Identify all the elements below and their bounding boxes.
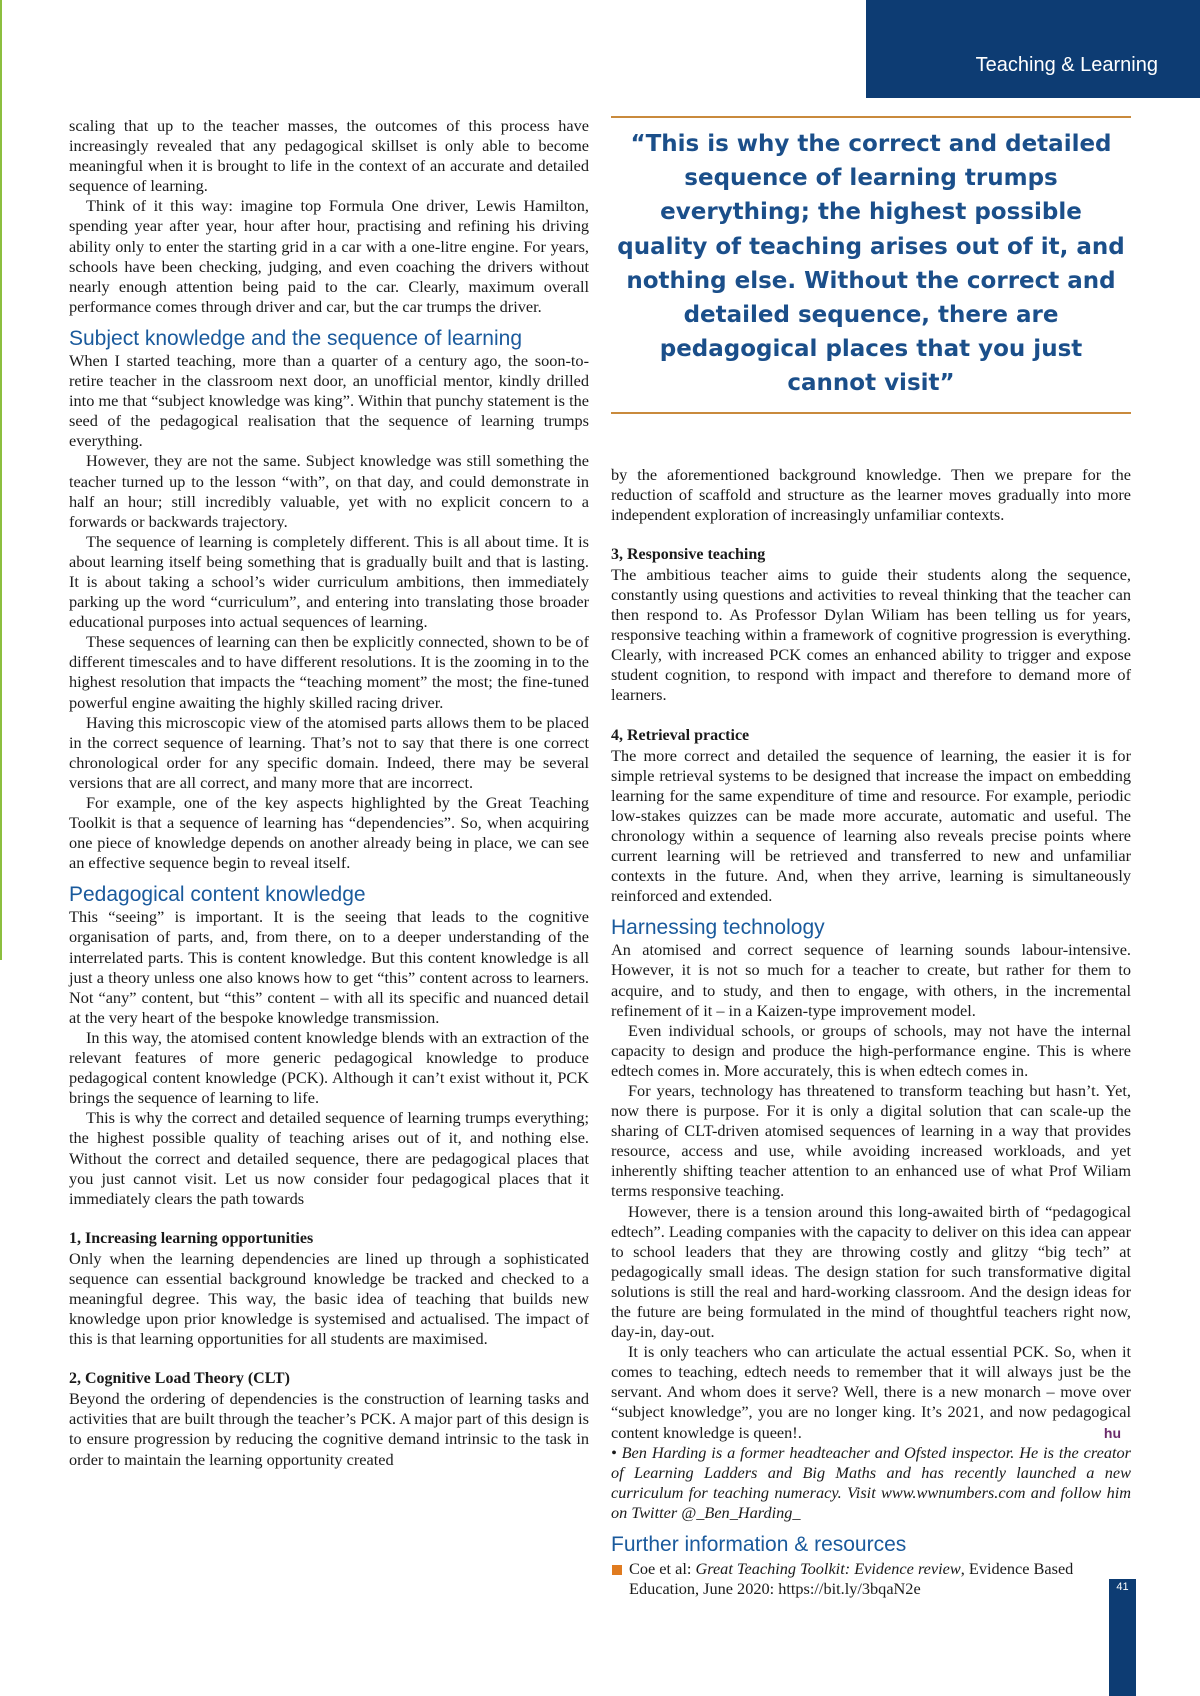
body-paragraph: scaling that up to the teacher masses, the outcomes of this process have increasingly revealed that any pedagogical skillset is only able to become meaningful when it is brought to life in the context of an accurate and detailed sequence of learning. bbox=[69, 116, 589, 196]
body-paragraph: The sequence of learning is completely different. This is all about time. It is about learning itself being something that is gradually built and that is lasting. It is about taking a school’s wider curriculum ambitions, then immediately parking up the word “curriculum”, and entering into translating those broader educational purposes into actual sequences of learning. bbox=[69, 531, 589, 632]
section-title: Teaching & Learning bbox=[975, 54, 1158, 76]
pull-quote: “This is why the correct and detailed sequence of learning trumps everything; the highest possible quality of teaching arises out of it, and nothing else. Without the correct and detailed sequence, there are pedagogical places that you just cannot visit” bbox=[611, 116, 1131, 414]
body-paragraph: Only when the learning dependencies are lined up through a sophisticated sequence can essential background knowledge be tracked and checked to a meaningful degree. This way, the basic idea of teaching that builds new knowledge upon prior knowledge is systemised and actualised. The impact of this is that learning opportunities for all students are maximised. bbox=[69, 1248, 589, 1349]
section-heading-further-info: Further information & resources bbox=[611, 1533, 907, 1557]
resource-list bbox=[611, 1559, 1131, 1599]
resource-title: Great Teaching Toolkit: Evidence review bbox=[695, 1559, 961, 1579]
section-heading-subject-knowledge: Subject knowledge and the sequence of learning bbox=[69, 326, 522, 350]
subheading-retrieval-practice: 4, Retrieval practice bbox=[611, 726, 750, 744]
subheading-increasing-opportunities: 1, Increasing learning opportunities bbox=[69, 1229, 314, 1247]
body-paragraph: The ambitious teacher aims to guide their students along the sequence, constantly using questions and activities to reveal thinking that the teacher can then respond to. As Professor Dylan Wiliam has been telling us for years, responsive teaching within a framework of cognitive progression is everything. Clearly, with increased PCK comes an enhanced ability to trigger and expose student cognition, to respond with impact and therefore to demand more of learners. bbox=[611, 564, 1131, 705]
body-paragraph-final bbox=[611, 1342, 1131, 1442]
final-text: It is only teachers who can articulate the actual essential PCK. So, when it comes to teaching, edtech needs to remember that it will always just be the servant. And whom does it serve? Well, there is a new monarch – move over “subject knowledge”, you are no longer king. It’s 2021, and now pedagogical content knowledge is queen!. bbox=[611, 1342, 1131, 1442]
body-paragraph: However, there is a tension around this long-awaited birth of “pedagogical edtech”. Leading companies with the capacity to deliver on this idea can appear to school leaders that they are throwing costly and glitzy “big tech” at pedagogically small ideas. The design station for such transformative digital solutions is still the real and hard-working classroom. And the design ideas for the future are being formulated in the mind of thoughtful teachers right now, day-in, day-out. bbox=[611, 1201, 1131, 1342]
body-paragraph: Even individual schools, or groups of schools, may not have the internal capacity to design and produce the high-performance engine. This is where edtech comes in. More accurately, this is when edtech comes in. bbox=[611, 1020, 1131, 1080]
resource-item bbox=[611, 1559, 1131, 1599]
body-paragraph: These sequences of learning can then be explicitly connected, shown to be of different timescales and to have different resolutions. It is the zooming in to the highest resolution that impacts the “teaching moment” the most; the fine-tuned powerful engine awaiting the highly skilled racing driver. bbox=[69, 632, 589, 712]
subheading-cognitive-load: 2, Cognitive Load Theory (CLT) bbox=[69, 1370, 290, 1388]
body-paragraph: This “seeing” is important. It is the seeing that leads to the cognitive organisation of parts, and, from there, on to a deeper understanding of the interrelated parts. This is content knowledge. But this content knowledge is all just a theory unless one also knows how to get “this” content across to learners. Not “any” content, but “this” content – with all its specific and nuanced detail at the very heart of the bespoke knowledge transmission. bbox=[69, 907, 589, 1027]
body-paragraph: For years, technology has threatened to transform teaching but hasn’t. Yet, now there is purpose. For it is only a digital solution that can scale-up the sharing of CLT-driven atomised sequences of learning in a way that provides resource, access and use, while avoiding increased workloads, and yet inherently shifting teacher attention to an enhanced use of what Prof Wiliam terms responsive teaching. bbox=[611, 1080, 1131, 1201]
body-paragraph: by the aforementioned background knowledge. Then we prepare for the reduction of scaffold and structure as the learner moves gradually into more independent exploration of increasingly unfamiliar contexts. bbox=[611, 464, 1131, 524]
body-paragraph: In this way, the atomised content knowledge blends with an extraction of the relevant features of more generic pedagogical knowledge to produce pedagogical content knowledge (PCK). Although it can’t exist without it, PCK brings the sequence of learning to life. bbox=[69, 1027, 589, 1108]
body-paragraph: The more correct and detailed the sequence of learning, the easier it is for simple retrieval systems to be designed that increase the impact on embedding learning for the same expenditure of time and resource. For example, periodic low-stakes quizzes can be made more accurate, automatic and useful. The chronology within a sequence of learning also reveals precise points where current learning will be retrieved and transferred to new and unfamiliar contexts in the future. And, when they arrive, learning is simultaneously reinforced and extended. bbox=[611, 745, 1131, 906]
right-column bbox=[611, 116, 1131, 1599]
body-paragraph: When I started teaching, more than a quarter of a century ago, the soon-to-retire teacher in the classroom next door, an unofficial mentor, kindly drilled into me that “subject knowledge was king”. Within that punchy statement is the seed of the pedagogical realisation that the sequence of learning trumps everything. bbox=[69, 350, 589, 451]
left-column bbox=[69, 116, 589, 1470]
section-header-tab bbox=[866, 0, 1200, 98]
resource-details: , Evidence Based Education, June 2020: https://bit.ly/3bqaN2e bbox=[629, 1559, 1074, 1599]
square-bullet-icon bbox=[612, 1565, 622, 1575]
body-paragraph: This is why the correct and detailed sequence of learning trumps everything; the highest possible quality of teaching arises out of it, and nothing else. Without the correct and detailed sequence, there are pedagogical places that you just cannot visit. Let us now consider four pedagogical places that it immediately clears the path towards bbox=[69, 1108, 589, 1208]
page-number: 41 bbox=[1109, 1579, 1136, 1696]
left-edge-rule bbox=[0, 0, 2, 960]
publication-logo: hu bbox=[1103, 1424, 1121, 1441]
author-note: • Ben Harding is a former headteacher and Ofsted inspector. He is the creator of Learning Ladders and Big Maths and has recently launched a new curriculum for teaching numeracy. Visit www.wwnumbers.com and follow him on Twitter @_Ben_Harding_ bbox=[611, 1442, 1131, 1522]
body-paragraph: Having this microscopic view of the atomised parts allows them to be placed in the correct sequence of learning. That’s not to say that there is one correct chronological order for any specific domain. Indeed, there may be several versions that are all correct, and many more that are incorrect. bbox=[69, 712, 589, 792]
subheading-responsive-teaching: 3, Responsive teaching bbox=[611, 545, 766, 563]
body-paragraph: For example, one of the key aspects highlighted by the Great Teaching Toolkit is that a sequence of learning has “dependencies”. So, when acquiring one piece of knowledge depends on another already being in place, we can see an effective sequence begin to reveal itself. bbox=[69, 793, 589, 873]
section-heading-pck: Pedagogical content knowledge bbox=[69, 883, 366, 907]
resource-author: Coe et al: bbox=[629, 1559, 696, 1579]
body-paragraph: Beyond the ordering of dependencies is the construction of learning tasks and activities that are built through the teacher’s PCK. A major part of this design is to ensure progression by reducing the cognitive demand intrinsic to the task in order to maintain the learning opportunity created bbox=[69, 1389, 589, 1469]
body-paragraph: Think of it this way: imagine top Formula One driver, Lewis Hamilton, spending year after year, hour after hour, practising and refining his driving ability only to enter the starting grid in a car with a one-litre engine. For years, schools have been checking, judging, and even coaching the drivers without nearly enough attention being paid to the car. Clearly, maximum overall performance comes through driver and car, but the car trumps the driver. bbox=[69, 196, 589, 316]
section-heading-technology: Harnessing technology bbox=[611, 916, 825, 940]
body-paragraph: An atomised and correct sequence of learning sounds labour-intensive. However, it is not so much for a teacher to create, but rather for them to acquire, and to study, and then to engage, with others, in the incremental refinement of it – in a Kaizen-type improvement model. bbox=[611, 940, 1131, 1020]
body-paragraph: However, they are not the same. Subject knowledge was still something the teacher turned up to the lesson “with”, on that day, and could demonstrate in half an hour; still incredibly valuable, yet with no explicit concern to a forwards or backwards trajectory. bbox=[69, 451, 589, 531]
